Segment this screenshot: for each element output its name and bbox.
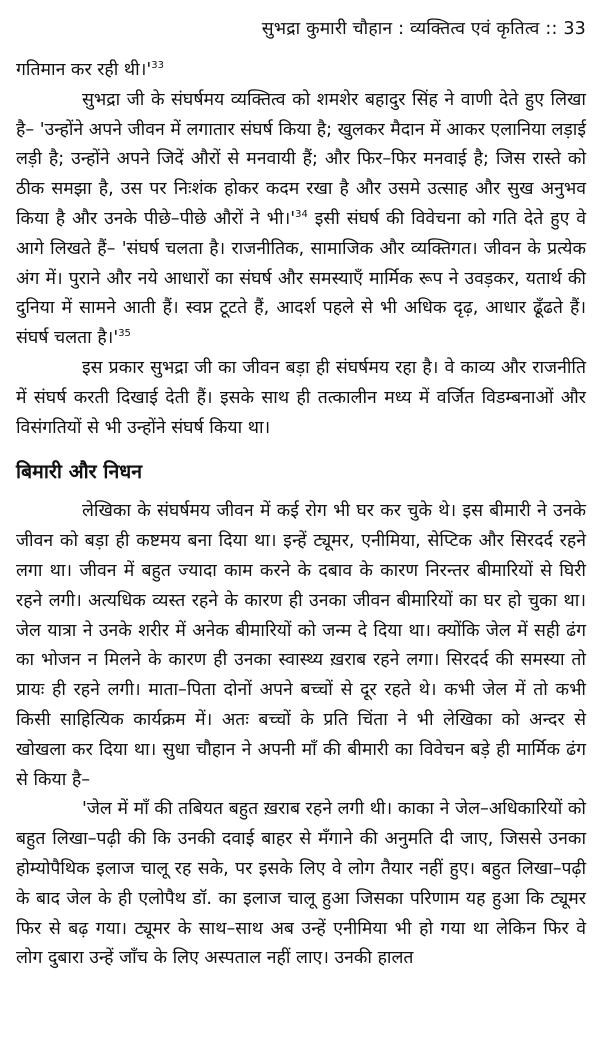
paragraph-text: सुभद्रा जी के संघर्षमय व्यक्तित्व को शमशेर बहादुर सिंह ने वाणी देते हुए लिखा है– 'उन्होंने अपने जीवन में लगातार संघर्ष किया है; खुलकर मैदान में आकर एलानिया लड़ाई लड़ी है; उन्होंने अपने जिदें औरों से मनवायी हैं; और फिर–फिर मनवाई है; जिस रास्ते को ठीक समझा है, उस पर निःशंक होकर कदम रखा है और उसमे उत्साह और सुख अनुभव किया है और उनके पीछे–पीछे औरों ने भी।': [16, 89, 586, 229]
paragraph-text: लेखिका के संघर्षमय जीवन में कई रोग भी घर कर चुके थे। इस बीमारी ने उनके जीवन को बड़ा ही कष्टमय बना दिया था। इन्हें ट्यूमर, एनीमिया, सेप्टिक और सिरदर्द रहने लगा था। जीवन में बहुत ज्यादा काम करने के दबाव के कारण निरन्तर बीमारियों से घिरी रहने लगी। अत्यधिक व्यस्त रहने के कारण ही उनका जीवन बीमारियों का घर हो चुका था। जेल यात्रा ने उनके शरीर में अनेक बीमारियों को जन्म दे दिया था। क्योंकि जेल में सही ढंग का भोजन न मिलने के कारण ही उनका स्वास्थ्य ख़राब रहने लगा। सिरदर्द की समस्या तो प्रायः ही रहने लगी। माता–पिता दोनों अपने बच्चों से दूर रहते थे। कभी जेल में तो कभी किसी साहित्यिक कार्यक्रम में। अतः बच्चों के प्रति चिंता ने भी लेखिका को अन्दर से खोखला कर दिया था। सुधा चौहान ने अपनी माँ की बीमारी का विवेचन बड़े ही मार्मिक ढंग से किया है–: [16, 501, 586, 790]
section-heading: बिमारी और निधन: [16, 460, 143, 484]
page-body: [16, 56, 586, 974]
paragraph-shamsher-quote: [16, 86, 586, 354]
paragraph-text: 'जेल में माँ की तबियत बहुत ख़राब रहने लगी थी। काका ने जेल–अधिकारियों को बहुत लिखा–पढ़ी की कि उनकी दवाई बाहर से मँगाने की अनुमति दी जाए, जिससे उनका होम्योपैथिक इलाज चालू रह सके, पर इसके लिए वे लोग तैयार नहीं हुए। बहुत लिखा–पढ़ी के बाद जेल के ही एलोपैथ डॉ. का इलाज चालू हुआ जिसका परिणाम यह हुआ कि ट्यूमर फिर से बढ़ गया। ट्यूमर के साथ–साथ अब उन्हें एनीमिया भी हो गया था लेकिन फिर वे लोग दुबारा उन्हें जाँच के लिए अस्पताल नहीं लाए। उनकी हालत: [16, 799, 586, 969]
footnote-marker: 35: [118, 328, 131, 340]
paragraph-text: गतिमान कर रही थी।': [16, 60, 152, 80]
running-header: सुभद्रा कुमारी चौहान : व्यक्तित्व एवं कृतित्व :: 33: [261, 19, 586, 39]
footnote-marker: 34: [295, 209, 308, 221]
paragraph-jail-quote: [16, 795, 586, 974]
footnote-marker: 33: [151, 60, 164, 72]
paragraph-text: इस प्रकार सुभद्रा जी का जीवन बड़ा ही संघर्षमय रहा है। वे काव्य और राजनीति में संघर्ष करती दिखाई देती हैं। इसके साथ ही तत्कालीन मध्य में वर्जित विडम्बनाओं और विसंगतियों से भी उन्होंने संघर्ष किया था।: [16, 357, 586, 438]
paragraph-text: इसी संघर्ष की विवेचना को गति देते हुए वे आगे लिखते हैं– 'संघर्ष चलता है। राजनीतिक, सामाजिक और व्यक्तिगत। जीवन के प्रत्येक अंग में। पुराने और नये आधारों का संघर्ष और समस्याएँ मार्मिक रूप ने उवड़कर, यतार्थ की दुनिया में सामने आती हैं। स्वप्न टूटते हैं, आदर्श पहले से भी अधिक दृढ़, आधार ढूँढते हैं। संघर्ष चलता है।': [16, 208, 586, 349]
paragraph-illness: [16, 497, 586, 795]
paragraph-summary: [16, 354, 586, 443]
paragraph-continuation: [16, 56, 586, 86]
